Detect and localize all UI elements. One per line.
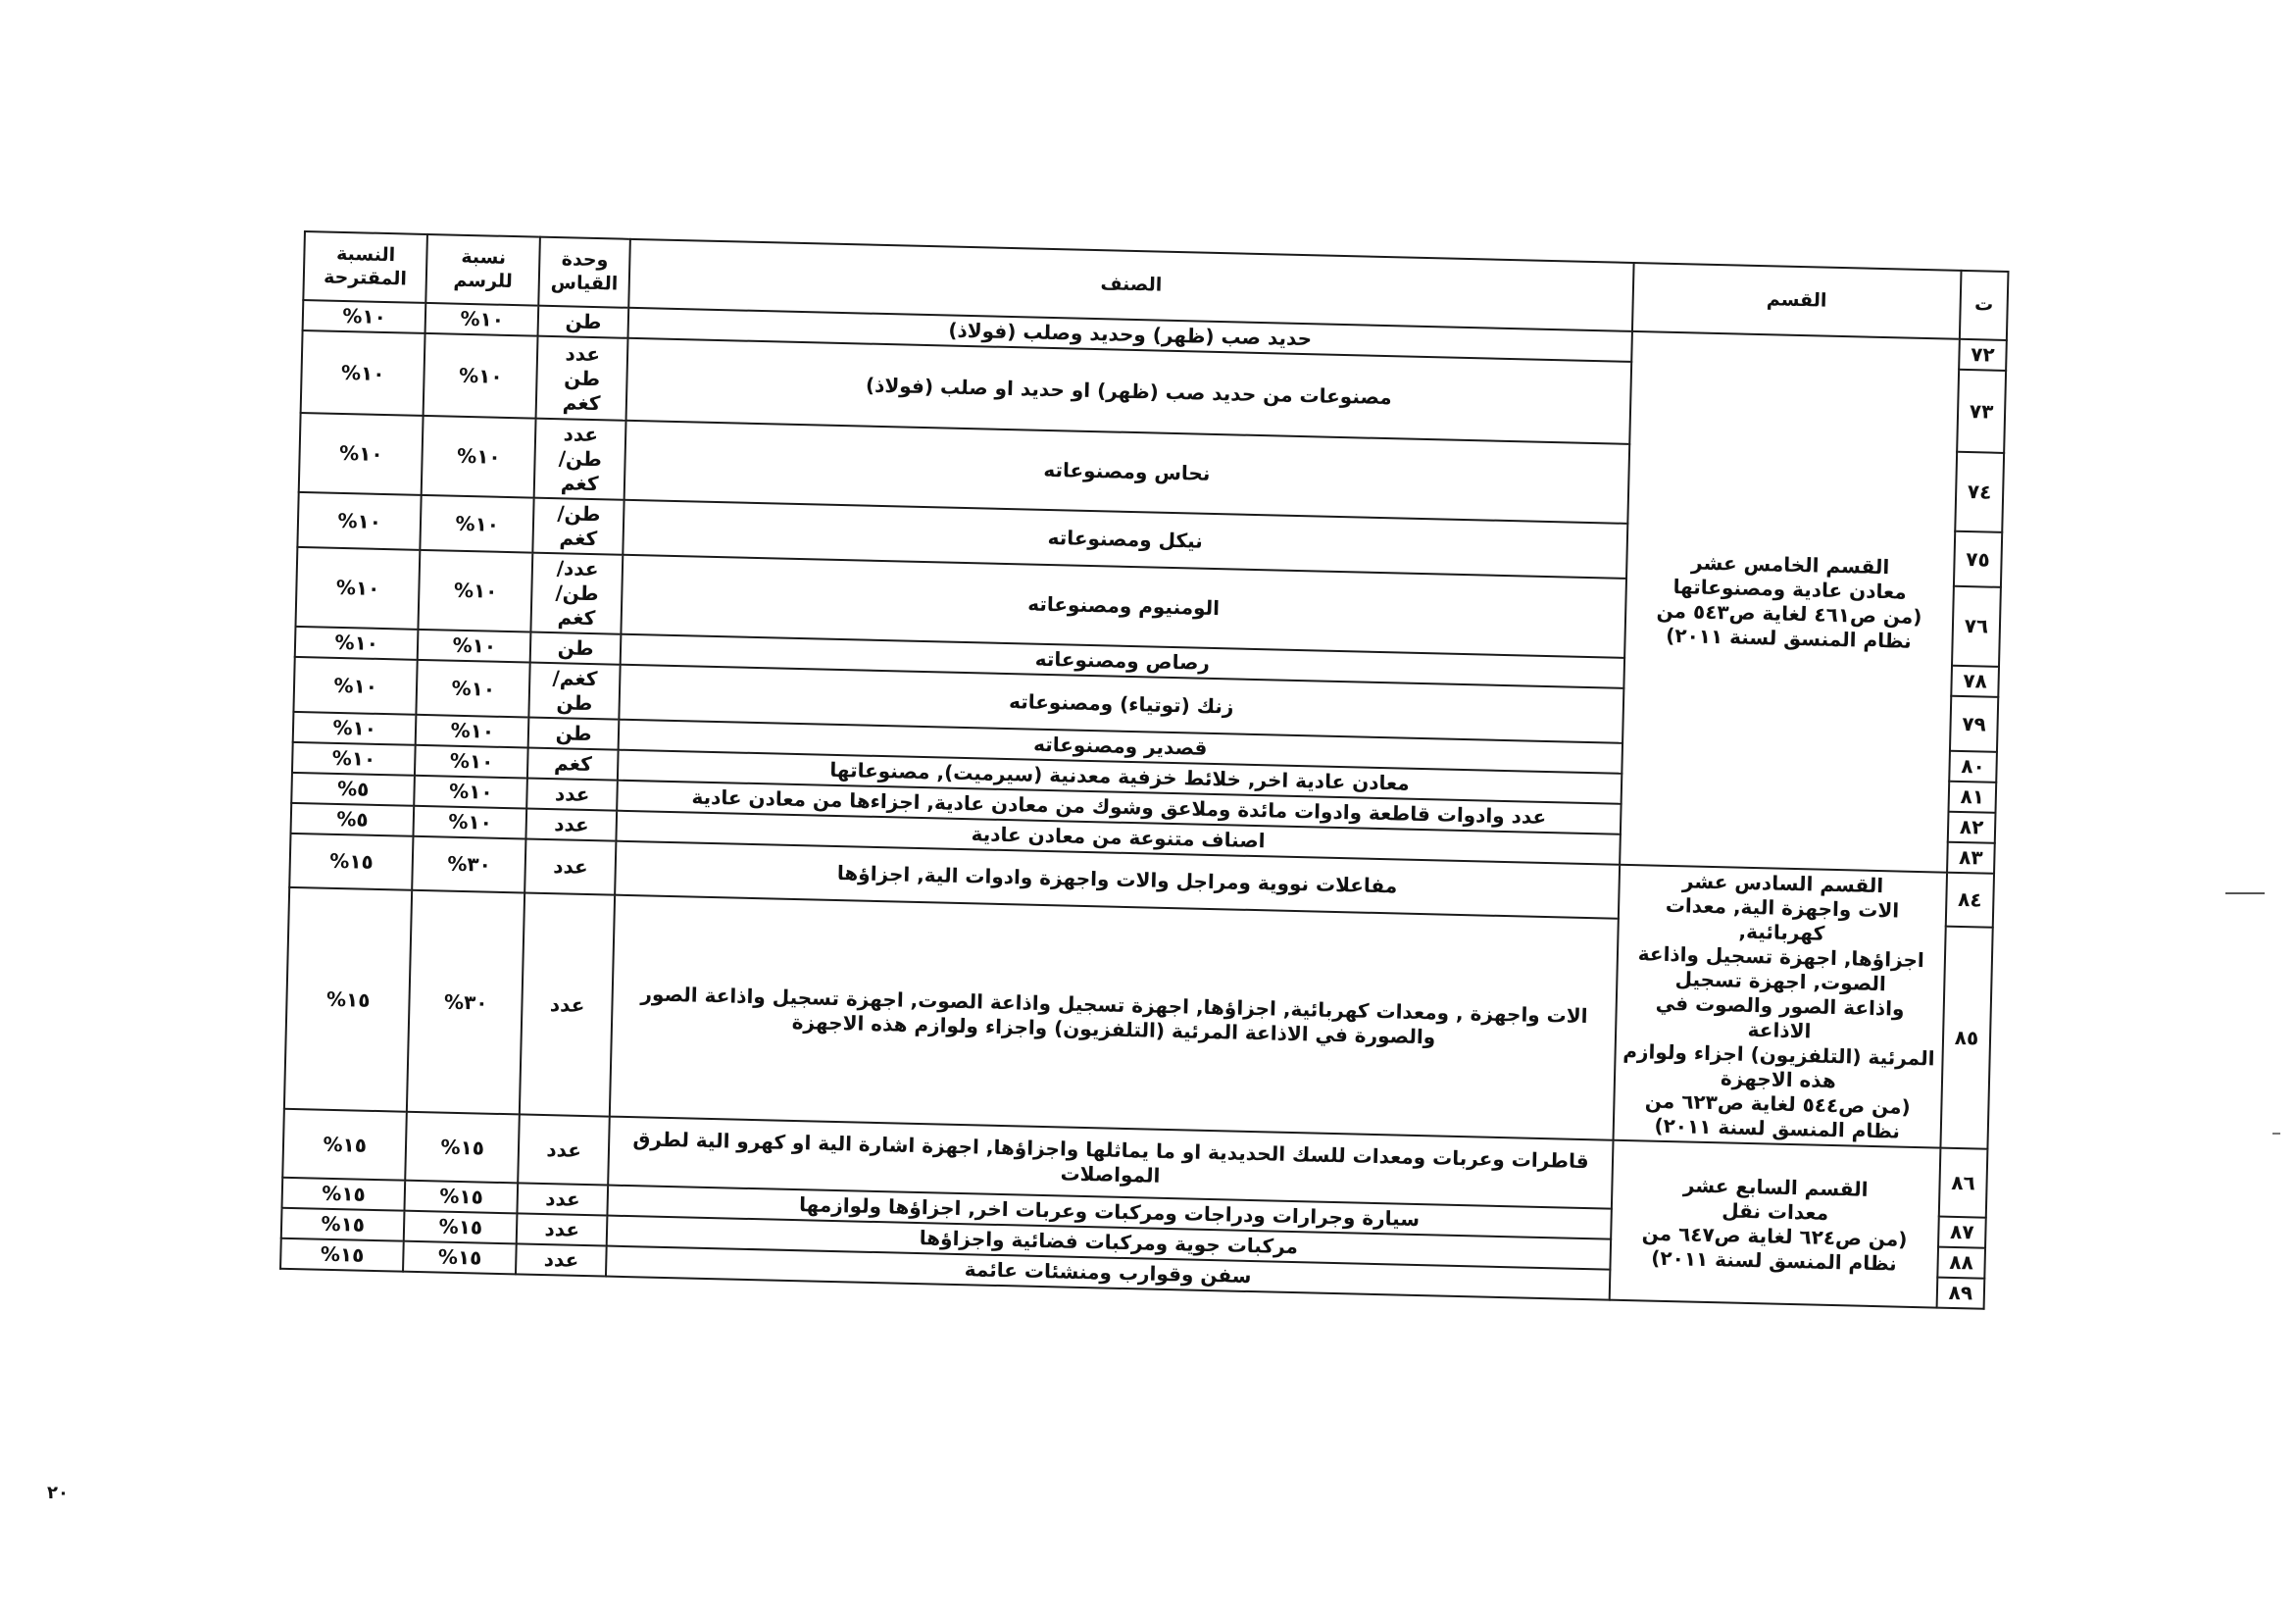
row-proposed: ١٥% xyxy=(282,1109,407,1181)
row-fee: ١٠% xyxy=(421,495,534,553)
row-proposed: ١٥% xyxy=(281,1208,405,1241)
row-unit: كغم/طن xyxy=(529,663,621,720)
row-unit: عدد طن/كغم xyxy=(534,419,626,500)
row-fee: ١٠% xyxy=(417,660,530,718)
row-item: معادن عادية اخر, خلائط خزفية معدنية (سيرميت), مصنوعاتها xyxy=(618,750,1622,804)
row-num: ٧٥ xyxy=(1954,531,2002,587)
row-num: ٧٦ xyxy=(1952,586,2001,667)
section-15: القسم الخامس عشر معادن عادية ومصنوعاتها (من ص٤٦١ لغاية ص٥٤٣ من نظام المنسق لسنة ٢٠١١) xyxy=(1620,331,1960,873)
row-unit: عدد xyxy=(526,809,618,841)
row-fee: ١٠% xyxy=(419,550,533,632)
row-num: ٨٠ xyxy=(1949,751,1997,783)
row-fee: ١٠% xyxy=(416,715,529,748)
row-num: ٧٢ xyxy=(1959,339,2007,371)
row-num: ٨٥ xyxy=(1940,927,1992,1149)
row-proposed: ٥% xyxy=(291,773,415,806)
row-unit: عدد xyxy=(518,1183,609,1215)
row-num: ٧٨ xyxy=(1951,666,1999,697)
row-item: رصاص ومصنوعاته xyxy=(621,634,1624,688)
header-section: القسم xyxy=(1632,263,1962,339)
row-unit: طن xyxy=(528,718,620,750)
tariff-table xyxy=(279,230,2009,1310)
row-fee: ١٠% xyxy=(415,776,528,809)
row-proposed: ٥% xyxy=(291,803,415,836)
row-proposed: ١٠% xyxy=(295,627,419,660)
row-proposed: ١٠% xyxy=(299,413,424,495)
row-num: ٨٦ xyxy=(1939,1148,1988,1218)
row-fee: ١٥% xyxy=(406,1112,521,1184)
header-fee: نسبة للرسم xyxy=(426,234,541,306)
row-proposed: ١٠% xyxy=(293,712,417,745)
row-fee: ٣٠% xyxy=(407,890,524,1115)
row-num: ٧٤ xyxy=(1955,452,2004,532)
row-item: اصناف متنوعة من معادن عادية xyxy=(617,811,1621,865)
row-item: الات واجهزة , ومعدات كهربائية, اجزاؤها, اجهزة تسجيل واذاعة الصوت, اجهزة تسجيل واذاعة الصور والصورة في الاذاعة المرئية (التلفزيون) واجزاء ولوازم هذه الاجهزة xyxy=(610,895,1619,1140)
row-proposed: ١٥% xyxy=(289,834,414,890)
row-proposed: ١٥% xyxy=(282,1178,406,1211)
row-fee: ١٠% xyxy=(424,333,538,419)
row-item: حديد صب (ظهر) وحديد وصلب (فولاذ) xyxy=(628,308,1632,362)
row-num: ٨٢ xyxy=(1948,812,1996,843)
header-item: الصنف xyxy=(628,239,1633,331)
row-fee: ١٥% xyxy=(403,1241,517,1275)
row-num: ٨٨ xyxy=(1937,1247,1985,1279)
row-proposed: ١٥% xyxy=(280,1238,404,1272)
row-fee: ١٠% xyxy=(418,630,531,663)
row-num: ٨٤ xyxy=(1946,873,1994,928)
row-item: سيارة وجرارات ودراجات ومركبات وعربات اخر, اجزاؤها ولوازمها xyxy=(608,1186,1612,1239)
row-fee: ١٠% xyxy=(422,416,536,498)
row-item: قاطرات وعربات ومعدات للسك الحديدية او ما يماثلها واجزاؤها, اجهزة اشارة الية او كهرو الية لطرق المواصلات xyxy=(608,1117,1613,1209)
header-unit: وحدة القياس xyxy=(539,237,631,308)
row-unit: عدد xyxy=(524,839,616,895)
row-num: ٨٩ xyxy=(1937,1278,1985,1309)
row-unit: عدد xyxy=(518,1114,610,1185)
row-unit: عدد xyxy=(526,779,618,811)
row-item: مركبات جوية ومركبات فضائية واجزاؤها xyxy=(607,1216,1611,1270)
row-item: سفن وقوارب ومنشئات عائمة xyxy=(606,1246,1610,1300)
header-num: ت xyxy=(1960,271,2009,340)
row-fee: ٣٠% xyxy=(413,836,526,893)
row-unit: كغم xyxy=(527,748,619,781)
row-item: مفاعلات نووية ومراجل والات واجهزة وادوات الية, اجزاؤها xyxy=(615,841,1620,919)
row-item: عدد وادوات قاطعة وادوات مائدة وملاعق وشوك من معادن عادية, اجزاءها من معادن عادية xyxy=(617,781,1621,834)
row-unit: عدد/ طن/كغم xyxy=(531,553,624,634)
row-proposed: ١٠% xyxy=(303,300,426,333)
row-item: الومنيوم ومصنوعاته xyxy=(622,555,1626,658)
tariff-table-sheet xyxy=(279,230,2009,1310)
row-num: ٨٣ xyxy=(1947,842,1995,874)
row-fee: ١٥% xyxy=(405,1181,519,1214)
row-num: ٧٣ xyxy=(1957,370,2006,453)
row-proposed: ١٠% xyxy=(297,492,422,550)
section-16: القسم السادس عشر الات واجهزة الية, معدات كهربائية, اجزاؤها, اجهزة تسجيل واذاعة الصوت, اجهزة تسجيل واذاعة الصور والصوت في الاذاعة المرئية (التلفزيون) اجزاء ولوازم هذه الاجهزة (من ص٥٤٤ لغاية ص٦٢٣ من نظام المنسق لسنة ٢٠١١) xyxy=(1613,865,1947,1148)
row-proposed: ١٠% xyxy=(292,742,416,776)
header-proposed: النسبة المقترحة xyxy=(303,231,427,303)
row-num: ٨١ xyxy=(1948,782,1996,813)
row-unit: عدد طن كغم xyxy=(536,336,628,421)
row-item: مصنوعات من حديد صب (ظهر) او حديد او صلب (فولاذ) xyxy=(626,338,1631,444)
row-unit: طن/كغم xyxy=(533,498,624,555)
row-item: زنك (توتياء) ومصنوعاته xyxy=(620,665,1624,743)
row-proposed: ١٥% xyxy=(284,887,413,1112)
row-num: ٨٧ xyxy=(1938,1217,1986,1248)
row-proposed: ١٠% xyxy=(295,547,420,630)
scan-mark xyxy=(2272,1133,2280,1135)
section-17: القسم السابع عشر معدات نقل (من ص٦٢٤ لغاية ص٦٤٧ من نظام المنسق لسنة ٢٠١١) xyxy=(1609,1140,1940,1308)
row-proposed: ١٠% xyxy=(301,330,425,416)
row-fee: ١٠% xyxy=(425,303,539,336)
row-unit: طن xyxy=(530,632,622,665)
row-item: قصدير ومصنوعاته xyxy=(619,720,1622,774)
row-num: ٧٩ xyxy=(1950,696,1998,752)
row-item: نحاس ومصنوعاته xyxy=(624,421,1629,524)
row-fee: ١٠% xyxy=(415,745,528,779)
page-number: ٢٠ xyxy=(47,1483,69,1503)
row-item: نيكل ومصنوعاته xyxy=(623,500,1627,579)
row-unit: عدد xyxy=(517,1213,608,1245)
row-fee: ١٠% xyxy=(414,806,527,839)
scan-mark xyxy=(2225,892,2265,894)
row-unit: طن xyxy=(538,306,629,338)
row-unit: عدد xyxy=(520,892,615,1116)
row-fee: ١٥% xyxy=(404,1211,518,1244)
row-proposed: ١٠% xyxy=(293,657,418,715)
row-unit: عدد xyxy=(516,1243,607,1276)
